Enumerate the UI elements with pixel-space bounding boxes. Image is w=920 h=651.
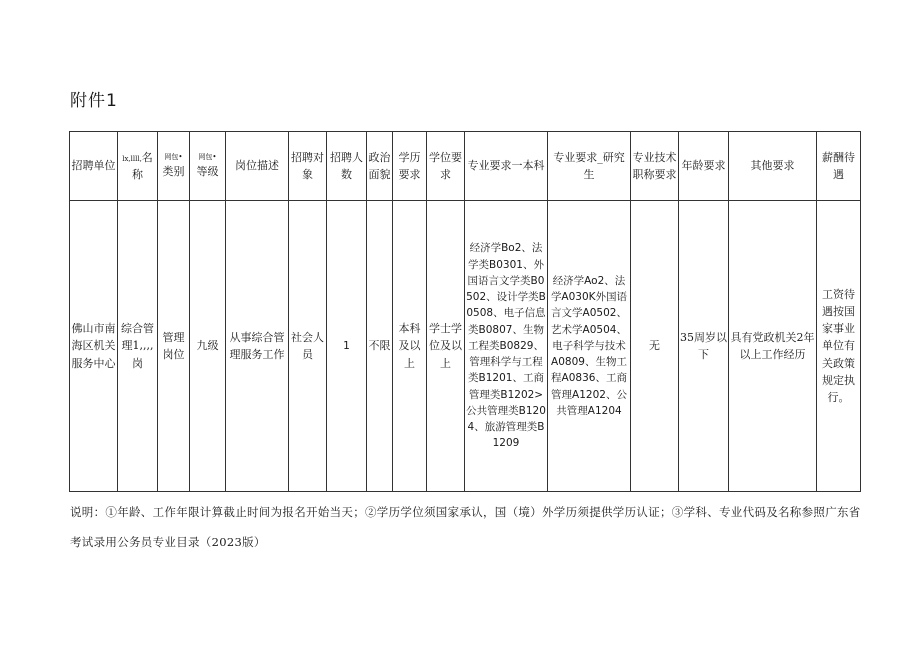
header-post-name-text: 名称: [132, 150, 153, 181]
cell-salary: 工资待遇按国家事业单位有关政策规定执行。: [817, 201, 861, 492]
cell-major-undergrad: 经济学Bo2、法学类B0301、外国语言文学类B0502、设计学类B0508、电子信息类B0807、生物工程类B0829、管理科学与工程类B1201、工商管理类B1202>公共管理类B1204、旅游管理类B1209: [465, 201, 548, 492]
header-salary: 薪酬待遇: [817, 132, 861, 201]
attachment-title: 附件1: [70, 91, 118, 111]
cell-unit: 佛山市南海区机关服务中心: [70, 201, 118, 492]
cell-post-grade: 九级: [190, 201, 226, 492]
cell-count: 1: [327, 201, 367, 492]
header-major-undergrad: 专业要求一本科: [465, 132, 548, 201]
table-row: [70, 201, 861, 492]
cell-post-category: 管理岗位: [158, 201, 190, 492]
header-row: [70, 132, 861, 201]
cell-degree: 学士学位及以上: [427, 201, 465, 492]
cell-other: 具有党政机关2年以上工作经历: [729, 201, 817, 492]
header-post-grade-prefix: 网包•: [198, 153, 217, 162]
cell-tech-title: 无: [631, 201, 679, 492]
header-post-grade: [190, 132, 226, 201]
recruitment-table: [69, 131, 861, 492]
cell-target: 社会人员: [289, 201, 327, 492]
header-unit: 招聘单位: [70, 132, 118, 201]
cell-education: 本科及以上: [393, 201, 427, 492]
cell-politics: 不限: [367, 201, 393, 492]
header-post-category-prefix: 网包•: [164, 153, 183, 162]
cell-age: 35周岁以下: [679, 201, 729, 492]
header-description: 岗位描述: [226, 132, 289, 201]
header-education: 学历要求: [393, 132, 427, 201]
header-politics: 政治面貌: [367, 132, 393, 201]
header-post-name-prefix: lx,llll,: [122, 154, 142, 163]
header-post-category: [158, 132, 190, 201]
footnote: 说明：①年龄、工作年限计算截止时间为报名开始当天；②学历学位须国家承认，国（境）外学历须提供学历认证；③学科、专业代码及名称参照广东省考试录用公务员专业目录（2023版）: [70, 505, 861, 549]
header-post-grade-text: 等级: [196, 164, 219, 178]
header-post-name: [118, 132, 158, 201]
header-other: 其他要求: [729, 132, 817, 201]
header-post-category-text: 类别: [162, 164, 185, 178]
cell-post-name: 综合管理1,,,,岗: [118, 201, 158, 492]
header-target: 招聘对象: [289, 132, 327, 201]
cell-major-postgrad: 经济学Ao2、法学A030K外国语言文学A0502、艺术学A0504、电子科学与技术A0809、生物工程A0836、工商管理A1202、公共管理A1204: [548, 201, 631, 492]
header-tech-title: 专业技术职称要求: [631, 132, 679, 201]
header-major-postgrad: 专业要求_研究生: [548, 132, 631, 201]
header-age: 年龄要求: [679, 132, 729, 201]
cell-description: 从事综合管理服务工作: [226, 201, 289, 492]
header-degree: 学位要求: [427, 132, 465, 201]
header-count: 招聘人数: [327, 132, 367, 201]
